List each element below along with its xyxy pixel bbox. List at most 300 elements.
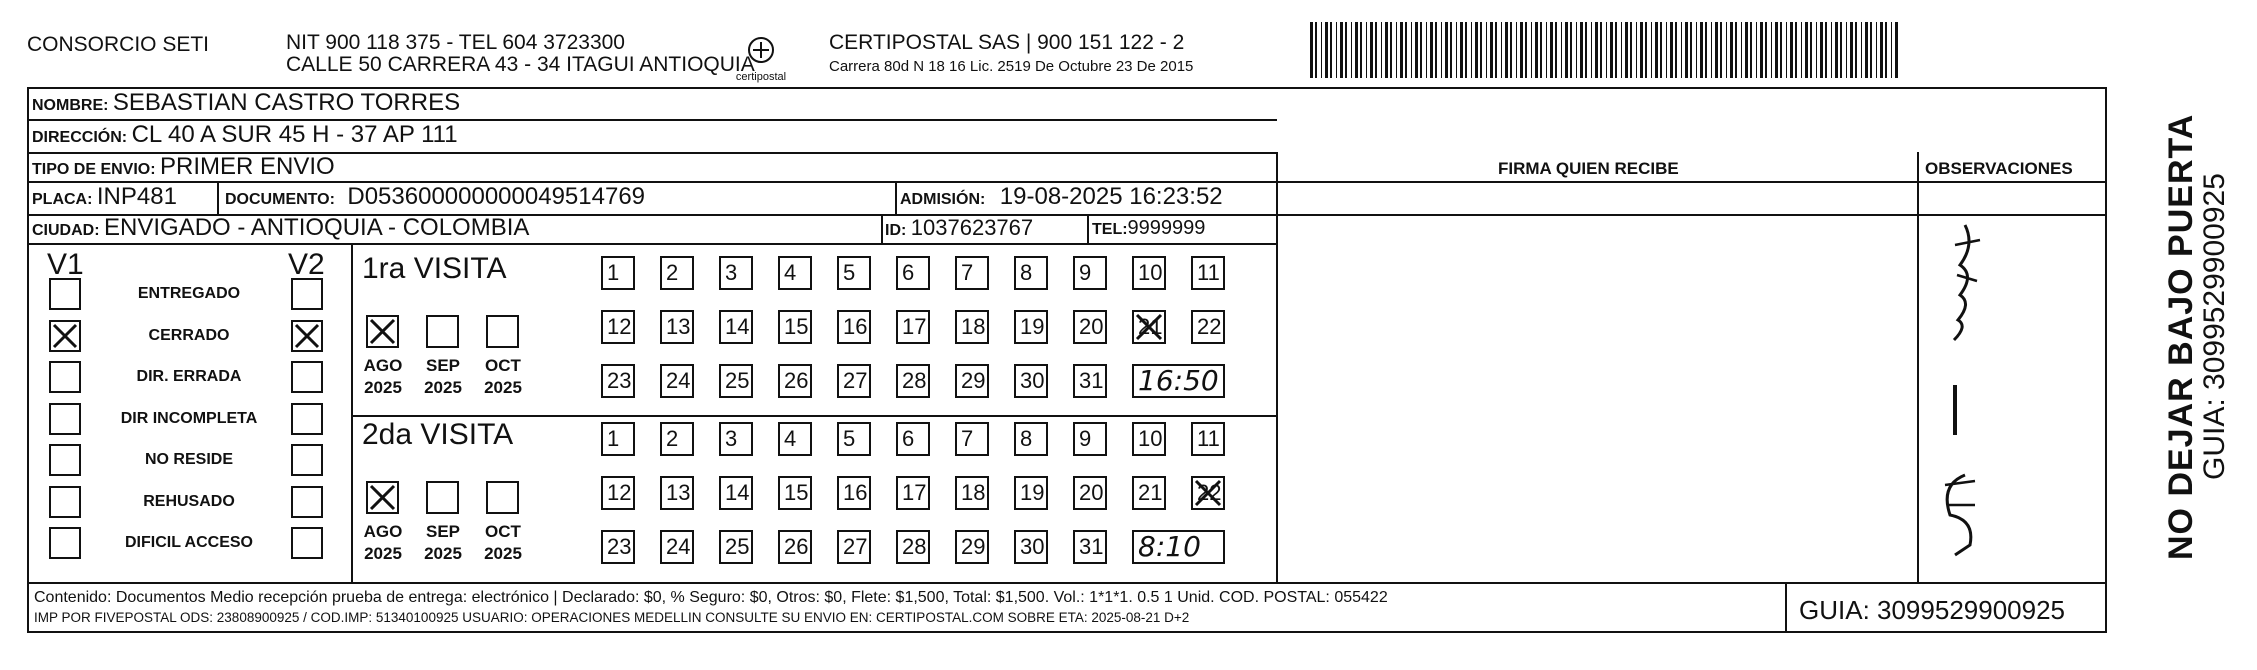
day-number: 2: [666, 426, 679, 451]
day-box: [778, 422, 812, 456]
barcode-bar: [1585, 22, 1587, 78]
month-label: OCT: [485, 356, 521, 375]
visit-time-box: 16:50: [1132, 364, 1225, 398]
year-label: 2025: [364, 544, 402, 563]
month-checkbox: [426, 481, 459, 514]
barcode-bar: [1525, 22, 1527, 78]
month-checkbox: [486, 481, 519, 514]
day-number: 13: [666, 480, 691, 505]
footer-contenido: Contenido: Documentos Medio recepción prueba de entrega: electrónico | Declarado: $0, % Seguro: $0, Otros: $0, Flete: $1,500, Total: $1,500. Vol.: 1*1*1. 0.5 1 Unid. COD. POSTAL: 055422: [34, 589, 1388, 606]
barcode-bar: [1310, 22, 1313, 78]
day-box: [719, 476, 753, 510]
barcode-bar: [1600, 22, 1602, 78]
placa-label: PLACA:: [32, 191, 93, 208]
v1-checkbox: [49, 403, 81, 435]
day-number: 14: [725, 480, 750, 505]
barcode-bar: [1835, 22, 1838, 78]
direccion-row: [32, 121, 458, 152]
barcode-bar: [1801, 22, 1802, 78]
day-box: [896, 476, 930, 510]
barcode-bar: [1445, 22, 1448, 78]
barcode-bar: [1700, 22, 1703, 78]
v1-label: V1: [47, 248, 84, 281]
day-number: 19: [1020, 480, 1045, 505]
day-number: 29: [961, 368, 986, 393]
day-box: [1191, 256, 1225, 290]
day-box: [601, 256, 635, 290]
year-label: 2025: [424, 378, 462, 397]
v1-checkbox: [49, 444, 81, 476]
delivery-form: [27, 87, 2107, 633]
barcode-bar: [1381, 22, 1382, 78]
day-number: 2: [666, 260, 679, 285]
v1-checkbox: [49, 486, 81, 518]
barcode-bar: [1786, 22, 1787, 78]
day-box: [1191, 476, 1225, 510]
barcode-bar: [1760, 22, 1763, 78]
documento-value: D053600000000049514769: [347, 183, 646, 210]
barcode-bar: [1885, 22, 1887, 78]
day-box: [1132, 422, 1166, 456]
barcode-bar: [1475, 22, 1478, 78]
ciudad-label: CIUDAD:: [32, 222, 100, 239]
tel-label: TEL:: [1092, 221, 1128, 238]
side-notice: NO DEJAR BAJO PUERTA: [2162, 113, 2200, 560]
day-box: [896, 530, 930, 564]
month-label: AGO: [363, 356, 403, 375]
day-number: 5: [843, 260, 856, 285]
day-number: 29: [961, 534, 986, 559]
second-visit-title: 2da VISITA: [362, 418, 514, 451]
v1-checkbox: [49, 527, 81, 559]
nit-line: NIT 900 118 375 - TEL 604 3723300: [286, 31, 625, 54]
barcode-bar: [1816, 22, 1817, 78]
barcode-bar: [1420, 22, 1422, 78]
day-number: 1: [607, 260, 620, 285]
day-box: [955, 364, 989, 398]
day-number: 23: [607, 368, 632, 393]
barcode-bar: [1726, 22, 1727, 78]
day-box: [1073, 364, 1107, 398]
barcode-bar: [1441, 22, 1442, 78]
day-number: 3: [725, 260, 738, 285]
carrier-line: CERTIPOSTAL SAS | 900 151 122 - 2: [829, 31, 1185, 54]
day-box: [1014, 422, 1048, 456]
barcode-bar: [1456, 22, 1457, 78]
barcode-bar: [1540, 22, 1542, 78]
day-box: [660, 476, 694, 510]
barcode-bar: [1651, 22, 1652, 78]
barcode-bar: [1655, 22, 1658, 78]
day-box: [719, 364, 753, 398]
day-number: 11: [1197, 260, 1220, 285]
day-number: 16: [843, 314, 868, 339]
day-number: 27: [843, 534, 868, 559]
barcode-bar: [1565, 22, 1568, 78]
barcode-bar: [1385, 22, 1388, 78]
barcode-bar: [1711, 22, 1712, 78]
id-cell: [885, 214, 1033, 245]
tipo-label: TIPO DE ENVIO:: [32, 161, 156, 178]
barcode-bar: [1780, 22, 1782, 78]
footer-imp: IMP POR FIVEPOSTAL ODS: 23808900925 / COD.IMP: 51340100925 USUARIO: OPERACIONES MEDELLIN CONSULTE SU ENVIO EN: CERTIPOSTAL.COM SOBRE ETA: 2025-08-21 D+2: [34, 610, 1190, 625]
status-label: DIR. ERRADA: [136, 368, 242, 385]
month-label: AGO: [363, 522, 403, 541]
barcode-bar: [1675, 22, 1677, 78]
day-number: 4: [784, 260, 797, 285]
barcode-bar: [1516, 22, 1517, 78]
day-box: [778, 476, 812, 510]
barcode-bar: [1465, 22, 1467, 78]
month-label: SEP: [425, 356, 461, 375]
day-number: 10: [1138, 426, 1163, 451]
id-label: ID:: [885, 222, 907, 239]
barcode-bar: [1606, 22, 1607, 78]
day-number: 26: [784, 368, 809, 393]
barcode-bar: [1411, 22, 1412, 78]
first-visit-title: 1ra VISITA: [362, 252, 507, 285]
barcode-bar: [1705, 22, 1707, 78]
day-number: 20: [1079, 314, 1104, 339]
barcode-bar: [1810, 22, 1812, 78]
day-box: [1073, 422, 1107, 456]
day-box: [896, 310, 930, 344]
day-box: [837, 256, 871, 290]
day-box: [1073, 476, 1107, 510]
nombre-row: [32, 89, 460, 120]
tipo-row: [32, 153, 335, 184]
day-box: [1014, 476, 1048, 510]
v1-checkbox: [49, 278, 81, 310]
license-line: Carrera 80d N 18 16 Lic. 2519 De Octubre 23 De 2015: [829, 58, 1194, 75]
status-label: DIR INCOMPLETA: [120, 409, 258, 427]
day-box: [1014, 256, 1048, 290]
placa-cell: [32, 183, 177, 214]
barcode-bar: [1336, 22, 1337, 78]
barcode-bar: [1865, 22, 1868, 78]
admision-value: 19-08-2025 16:23:52: [999, 183, 1223, 210]
barcode-bar: [1375, 22, 1377, 78]
day-number: 6: [902, 260, 915, 285]
day-number: 4: [784, 426, 797, 451]
day-box: [778, 530, 812, 564]
day-box: [1132, 476, 1166, 510]
barcode-bar: [1735, 22, 1737, 78]
day-box: [1073, 310, 1107, 344]
id-value: 1037623767: [910, 215, 1034, 240]
barcode-bar: [1765, 22, 1767, 78]
day-box: [778, 310, 812, 344]
barcode-bar: [1850, 22, 1853, 78]
tipo-value: PRIMER ENVIO: [160, 153, 335, 180]
v2-label: V2: [288, 248, 325, 281]
day-box: [955, 476, 989, 510]
day-number: 25: [725, 534, 750, 559]
day-box: [1073, 256, 1107, 290]
day-number: 30: [1020, 368, 1045, 393]
footer-guia: GUIA: 3099529900925: [1799, 595, 2065, 625]
day-box: [719, 422, 753, 456]
day-box: [896, 422, 930, 456]
day-number: 12: [607, 314, 632, 339]
barcode-bar: [1555, 22, 1557, 78]
ciudad-value: ENVIGADO - ANTIOQUIA - COLOMBIA: [104, 214, 530, 241]
year-label: 2025: [484, 378, 522, 397]
day-box: [837, 422, 871, 456]
day-box: [955, 422, 989, 456]
day-box: [1014, 310, 1048, 344]
barcode-bar: [1670, 22, 1673, 78]
direccion-label: DIRECCIÓN:: [32, 129, 128, 146]
day-number: 24: [666, 368, 691, 393]
barcode-bar: [1795, 22, 1797, 78]
v1-checkbox: [49, 320, 81, 352]
day-box: [837, 310, 871, 344]
day-number: 31: [1079, 368, 1104, 393]
barcode-bar: [1471, 22, 1472, 78]
day-box: [660, 530, 694, 564]
day-number: 10: [1138, 260, 1163, 285]
placa-value: INP481: [96, 183, 177, 210]
day-box: [1014, 364, 1048, 398]
barcode-bar: [1345, 22, 1347, 78]
day-number: 18: [961, 314, 986, 339]
v2-checkbox: [291, 403, 323, 435]
barcode-bar: [1360, 22, 1362, 78]
day-box: [896, 364, 930, 398]
direccion-value: CL 40 A SUR 45 H - 37 AP 111: [131, 121, 458, 148]
barcode-bar: [1415, 22, 1418, 78]
day-number: 14: [725, 314, 750, 339]
barcode-bar: [1720, 22, 1722, 78]
barcode-bar: [1531, 22, 1532, 78]
barcode-bar: [1690, 22, 1692, 78]
barcode-bar: [1790, 22, 1793, 78]
day-number: 17: [902, 480, 927, 505]
barcode-bar: [1750, 22, 1752, 78]
documento-label: DOCUMENTO:: [225, 191, 335, 208]
admision-cell: [900, 183, 1223, 214]
barcode-bar: [1660, 22, 1662, 78]
barcode-bar: [1870, 22, 1872, 78]
barcode-bar: [1820, 22, 1823, 78]
barcode-bar: [1775, 22, 1778, 78]
day-number: 21: [1138, 314, 1163, 339]
day-box: [601, 422, 635, 456]
day-number: 26: [784, 534, 809, 559]
day-number: 7: [961, 426, 974, 451]
barcode: [1310, 22, 1906, 78]
barcode-bar: [1561, 22, 1562, 78]
barcode-bar: [1435, 22, 1437, 78]
day-number: 6: [902, 426, 915, 451]
barcode-bar: [1621, 22, 1622, 78]
day-number: 24: [666, 534, 691, 559]
admision-label: ADMISIÓN:: [900, 191, 986, 208]
day-box: [1014, 530, 1048, 564]
barcode-bar: [1390, 22, 1392, 78]
status-label: REHUSADO: [143, 492, 235, 510]
day-number: 13: [666, 314, 691, 339]
day-box: [1132, 310, 1166, 344]
day-box: [719, 256, 753, 290]
barcode-bar: [1615, 22, 1617, 78]
month-checkbox: [486, 315, 519, 348]
day-number: 12: [607, 480, 632, 505]
day-number: 30: [1020, 534, 1045, 559]
barcode-bar: [1495, 22, 1497, 78]
day-number: 9: [1079, 426, 1092, 451]
day-number: 8: [1020, 426, 1033, 451]
barcode-bar: [1535, 22, 1538, 78]
barcode-bar: [1756, 22, 1757, 78]
day-box: [1191, 310, 1225, 344]
ciudad-cell: [32, 214, 529, 245]
barcode-bar: [1315, 22, 1317, 78]
certipostal-logo: [733, 30, 789, 86]
day-box: [837, 530, 871, 564]
year-label: 2025: [364, 378, 402, 397]
day-box: [719, 310, 753, 344]
barcode-bar: [1880, 22, 1883, 78]
barcode-bar: [1550, 22, 1553, 78]
documento-cell: [225, 183, 645, 214]
barcode-bar: [1895, 22, 1898, 78]
barcode-bar: [1745, 22, 1748, 78]
barcode-bar: [1520, 22, 1523, 78]
company-name: CONSORCIO SETI: [27, 33, 210, 56]
barcode-bar: [1426, 22, 1427, 78]
v2-checkbox: [291, 527, 323, 559]
day-number: 22: [1197, 480, 1222, 505]
day-number: 21: [1138, 480, 1163, 505]
day-box: [837, 364, 871, 398]
barcode-bar: [1570, 22, 1572, 78]
day-number: 19: [1020, 314, 1045, 339]
barcode-bar: [1805, 22, 1808, 78]
barcode-bar: [1325, 22, 1328, 78]
day-box: [778, 364, 812, 398]
barcode-bar: [1450, 22, 1452, 78]
barcode-bar: [1396, 22, 1397, 78]
barcode-bar: [1366, 22, 1367, 78]
status-label: NO RESIDE: [144, 451, 233, 468]
barcode-bar: [1645, 22, 1647, 78]
barcode-bar: [1330, 22, 1332, 78]
nombre-value: SEBASTIAN CASTRO TORRES: [112, 89, 461, 116]
handwritten-observation: [1925, 215, 1995, 575]
day-box: [955, 310, 989, 344]
day-box: [660, 256, 694, 290]
day-number: 27: [843, 368, 868, 393]
month-checkbox: [366, 315, 399, 348]
day-number: 18: [961, 480, 986, 505]
barcode-bar: [1480, 22, 1482, 78]
day-number: 16: [843, 480, 868, 505]
v2-checkbox: [291, 320, 323, 352]
day-number: 25: [725, 368, 750, 393]
month-label: OCT: [485, 522, 521, 541]
barcode-bar: [1430, 22, 1433, 78]
year-label: 2025: [424, 544, 462, 563]
x-mark-icon: [1193, 478, 1223, 508]
barcode-bar: [1591, 22, 1592, 78]
barcode-bar: [1355, 22, 1358, 78]
day-number: 22: [1197, 314, 1222, 339]
nombre-label: NOMBRE:: [32, 97, 109, 114]
day-number: 5: [843, 426, 856, 451]
barcode-bar: [1400, 22, 1403, 78]
day-box: [601, 476, 635, 510]
day-box: [601, 530, 635, 564]
v2-checkbox: [291, 278, 323, 310]
barcode-bar: [1840, 22, 1842, 78]
signature-icon: [1925, 215, 1995, 575]
day-number: 31: [1079, 534, 1104, 559]
day-number: 8: [1020, 260, 1033, 285]
month-checkbox: [426, 315, 459, 348]
day-number: 1: [607, 426, 620, 451]
v2-checkbox: [291, 486, 323, 518]
day-box: [955, 256, 989, 290]
day-box: [660, 422, 694, 456]
barcode-bar: [1831, 22, 1832, 78]
status-label: ENTREGADO: [137, 285, 241, 302]
barcode-bar: [1876, 22, 1877, 78]
day-box: [1073, 530, 1107, 564]
barcode-bar: [1321, 22, 1322, 78]
visit-time-box: 8:10: [1132, 530, 1225, 564]
day-number: 20: [1079, 480, 1104, 505]
day-number: 28: [902, 368, 927, 393]
x-mark-icon: [51, 322, 79, 350]
firma-label: FIRMA QUIEN RECIBE: [1498, 159, 1679, 178]
barcode-bar: [1340, 22, 1343, 78]
day-box: [1191, 422, 1225, 456]
day-number: 7: [961, 260, 974, 285]
logo-icon: [733, 30, 789, 86]
barcode-bar: [1846, 22, 1847, 78]
day-number: 28: [902, 534, 927, 559]
barcode-bar: [1595, 22, 1598, 78]
address-line: CALLE 50 CARRERA 43 - 34 ITAGUI ANTIOQUIA: [286, 53, 755, 76]
x-mark-icon: [293, 322, 321, 350]
barcode-bar: [1891, 22, 1892, 78]
v1-checkbox: [49, 361, 81, 393]
day-box: [660, 364, 694, 398]
day-box: [601, 310, 635, 344]
day-number: 15: [784, 480, 809, 505]
barcode-bar: [1861, 22, 1862, 78]
barcode-bar: [1501, 22, 1502, 78]
v2-checkbox: [291, 361, 323, 393]
barcode-bar: [1370, 22, 1373, 78]
tel-value: 9999999: [1127, 217, 1206, 239]
barcode-bar: [1576, 22, 1577, 78]
year-label: 2025: [484, 544, 522, 563]
barcode-bar: [1825, 22, 1827, 78]
day-number: 11: [1197, 426, 1220, 451]
barcode-bar: [1405, 22, 1407, 78]
barcode-bar: [1505, 22, 1508, 78]
barcode-bar: [1460, 22, 1463, 78]
day-box: [778, 256, 812, 290]
barcode-bar: [1486, 22, 1487, 78]
barcode-bar: [1510, 22, 1512, 78]
barcode-icon: [1310, 22, 1906, 78]
barcode-bar: [1610, 22, 1613, 78]
v2-checkbox: [291, 444, 323, 476]
